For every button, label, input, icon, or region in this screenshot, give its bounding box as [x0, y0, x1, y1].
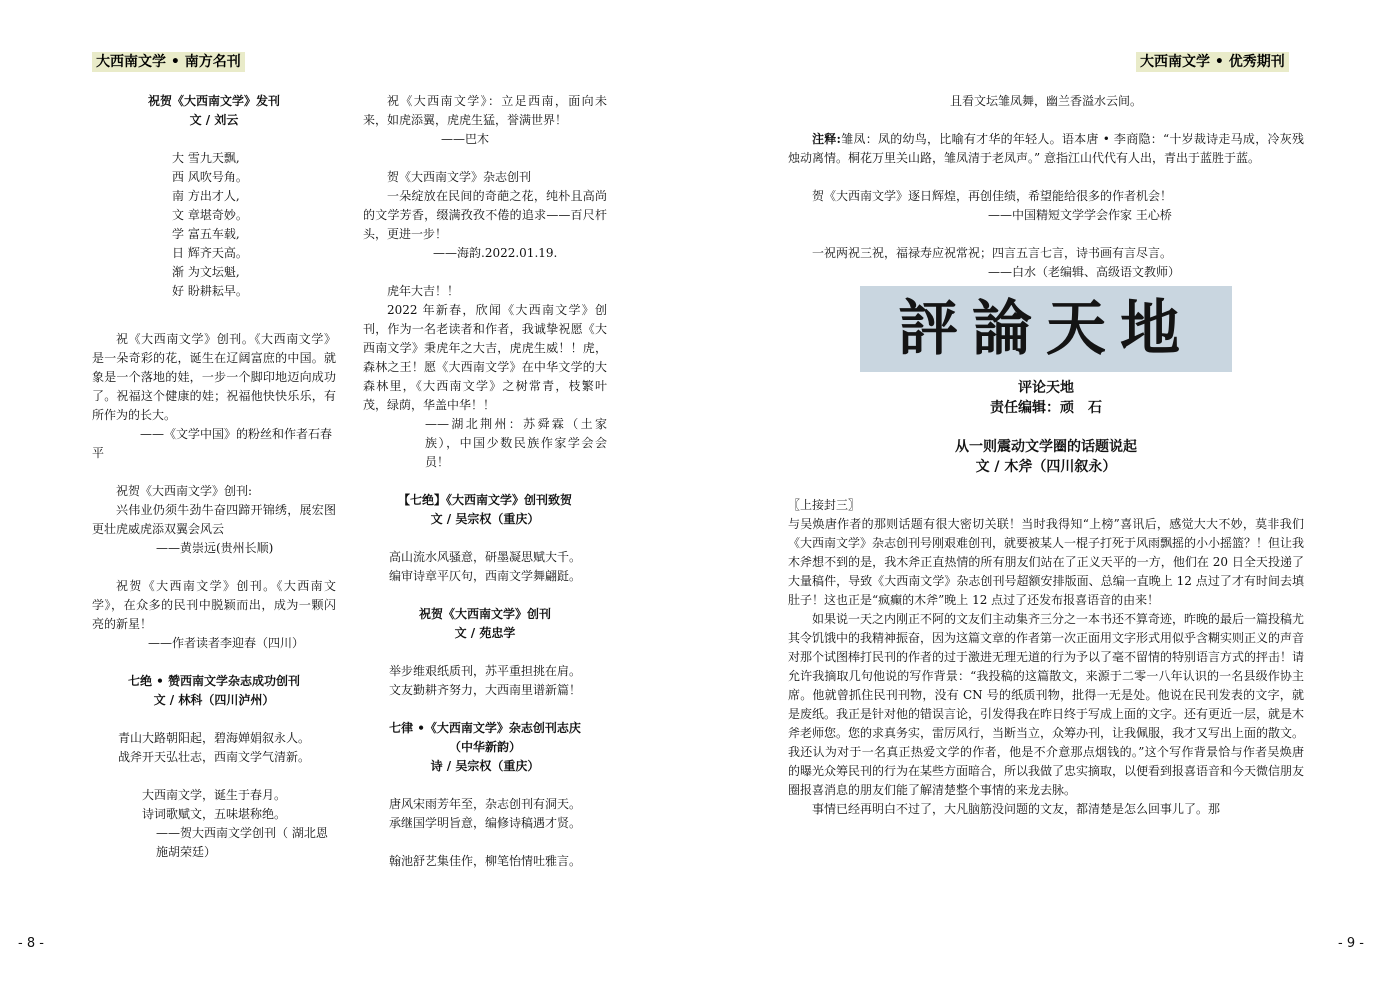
poem-line: 战斧开天弘壮志，西南文学气清新。: [117, 750, 310, 764]
poem-line: 好 盼耕耘早。: [172, 284, 248, 298]
poem-line: 日 辉齐天高。: [172, 246, 248, 260]
poem-line: 大 雪九天飘,: [172, 151, 240, 165]
col1-greeting-2-body: 兴伟业仍须牛劲牛奋四蹄开锦绣，展宏图更壮虎威虎添双翼会风云: [92, 503, 336, 536]
article-title: 从一则震动文学圈的话题说起: [955, 439, 1137, 455]
col3-greeting-2-sign: ——白水（老编辑、高级语文教师）: [988, 265, 1181, 279]
col1-greeting-2-title: 祝贺《大西南文学》创刊:: [116, 484, 253, 498]
poem-line: 承继国学明旨意，编修诗稿遇才贤。: [388, 816, 581, 830]
col2-greeting-2-sign: ——海韵.2022.01.19.: [433, 246, 558, 260]
poem-line: 文 章堪奇妙。: [172, 208, 248, 222]
note-label: 注释:: [812, 132, 841, 146]
poem-line: 唐风宋雨芳年至，杂志创刊有洞天。: [388, 797, 581, 811]
poem-line: 南 方出才人,: [172, 189, 240, 203]
article-author: 文 / 木斧（四川叙永）: [975, 459, 1117, 475]
col2-greeting-3-sign: ——湖北荆州：苏舜霖（土家族），中国少数民族作家学会会员！: [425, 417, 607, 469]
col2-poem-2-author: 文 / 苑忠学: [454, 626, 516, 640]
col2-poem-3-author: 诗 / 吴宗权（重庆）: [430, 759, 540, 773]
poem-line: 渐 为文坛魁,: [172, 265, 240, 279]
poem-line: 文友勤耕齐努力，大西南里谱新篇！: [388, 683, 581, 697]
col1-poem-author: 文 / 林科（四川泸州）: [153, 693, 275, 707]
column-3: [788, 92, 1304, 819]
col3-greeting-1-sign: ——中国精短文学学会作家 王心桥: [988, 208, 1172, 222]
poem-line: 举步维艰纸质刊，苏平重担挑在肩。: [388, 664, 581, 678]
col3-poem-line: 且看文坛雏凤舞，幽兰香溢水云间。: [949, 94, 1142, 108]
poem-line: 编审诗章平仄句，西南文学舞翩跹。: [388, 569, 581, 583]
col1-title: 祝贺《大西南文学》发刊: [147, 94, 280, 108]
poem-line: 青山大路朝阳起，碧海婵娟叙永人。: [117, 731, 310, 745]
col2-greeting-1-sign: ——巴木: [441, 132, 490, 146]
col1-acrostic-poem: [92, 149, 336, 301]
col1-poem-title: 七绝 • 赞西南文学杂志成功创刊: [127, 674, 301, 688]
article-paragraph: 与吴焕唐作者的那则话题有很大密切关联！当时我得知“上榜”喜讯后，感觉大大不妙，莫非我们《大西南文学》杂志创刊号刚艰难创刊，就要被某人一棍子打死于风雨飘摇的小小摇篮？！但让我木斧想不到的是，我木斧正直热情的所有朋友们站在了正义天平的一方，他们在 20 日全天投递了大量稿件，导致《大西南文学》杂志创刊号超额安排版面、总编一直晚上 12 点过了才有时间去填肚子！这也正是“疯癫的木斧”晚上 12 点过了还发布报喜语音的由来！: [788, 517, 1305, 607]
poem-line: 大西南文学，诞生于春月。: [141, 788, 286, 802]
col1-greeting-3-sign: ——作者读者李迎春（四川）: [148, 636, 305, 650]
right-page-number: - 9 -: [1338, 936, 1364, 951]
col3-greeting-1: 贺《大西南文学》逐日辉煌，再创佳绩，希望能给很多的作者机会！: [812, 189, 1173, 203]
col1-greeting-1-sign: ——《文学中国》的粉丝和作者石春平: [92, 427, 333, 460]
col2-poem-1-author: 文 / 吴宗权（重庆）: [430, 512, 540, 526]
calligraphy-banner: 評論天地: [860, 286, 1232, 372]
right-page-header: 大西南文学 • 优秀期刊: [1136, 52, 1289, 72]
col2-greeting-3-body: 2022 年新春，欣闻《大西南文学》创刊，作为一名老读者和作者，我诚挚祝愿《大西南文学》秉虎年之大吉，虎虎生威！！虎，森林之王！愿《大西南文学》在中华文学的大森林里，《大西南文学》之树常青，枝繁叶茂，绿荫，华盖中华！！: [363, 303, 607, 412]
poem-line: 学 富五车载,: [172, 227, 240, 241]
article-paragraph: 事情已经再明白不过了，大凡脑筋没问题的文友，都清楚是怎么回事儿了。那: [812, 802, 1221, 816]
section-editor: 责任编辑：顽 石: [990, 400, 1102, 416]
col2-greeting-3-title: 虎年大吉！！: [387, 284, 460, 298]
col2-poem-1-title: 【七绝】《大西南文学》创刊致贺: [397, 493, 572, 507]
note-body: 雏凤：凤的幼鸟，比喻有才华的年轻人。语本唐 • 李商隐：“十岁裁诗走马成，冷灰残烛动离情。桐花万里关山路，雏凤清于老凤声。” 意指江山代代有人出，青出于蓝胜于蓝。: [788, 132, 1304, 165]
column-2: [363, 92, 607, 871]
article-paragraph: 如果说一天之内刚正不阿的文友们主动集齐三分之一本书还不算奇迹，昨晚的最后一篇投稿尤其令饥饿中的我精神振奋，因为这篇文章的作者第一次正面用文字形式用似乎含糊实则正义的声音对那个试图棒打民刊的作者的过于激进无理无道的行为予以了毫不留情的特别语言方式的抨击！请允许我摘取几句他说的写作背景：“我投稿的这篇散文，来源于二零一八年认识的一名县级作协主席。他就曾抓住民刊刊物，没有 CN 号的纸质刊物，批得一无是处。他说在民刊发表的文字，就是废纸。我正是针对他的错误言论，引发得我在昨日终于写成上面的文字。还有更近一层，就是木斧老师您。您的求真务实，雷厉风行，当断当立，众筹办刊，让我佩服，我才又写出上面的散文。我还认为对于一名真正热爱文学的作者，他是不介意那点烟钱的。”这个写作背景恰与作者吴焕唐的曝光众筹民刊的行为在某些方面暗合，所以我做了忠实摘取，以便看到报喜语音和今天微信朋友圈报喜消息的朋友们能了解清楚整个事情的来龙去脉。: [788, 612, 1305, 797]
col2-poem-3-title: 七律 •《大西南文学》杂志创刊志庆: [389, 721, 581, 735]
col1-greeting-3: 祝贺《大西南文学》创刊。《大西南文学》，在众多的民刊中脱颖而出，成为一颗闪亮的新星！: [92, 579, 336, 631]
poem-line: 高山流水风骚意，研墨凝思赋大千。: [388, 550, 581, 564]
col1-greeting-2-sign: ——黄崇远(贵州长顺): [156, 541, 274, 555]
poem-line: 西 风吹号角。: [172, 170, 248, 184]
col2-greeting-2-body: 一朵绽放在民间的奇葩之花，纯朴且高尚的文学芳香，缀满孜孜不倦的追求——百尺杆头，更进一步！: [363, 189, 607, 241]
continued-marker: 〖上接封三〗: [788, 498, 861, 512]
col1-greeting-1: 祝《大西南文学》创刊。《大西南文学》是一朵奇彩的花，诞生在辽阔富庶的中国。就象是一个落地的娃，一步一个脚印地迈向成功了。祝福这个健康的娃；祝福他快快乐乐，有所作为的长大。: [92, 332, 336, 422]
section-title: 评论天地: [1018, 380, 1074, 396]
col2-greeting-2-title: 贺《大西南文学》杂志创刊: [387, 170, 532, 184]
poem-line: 翰池舒艺集佳作，柳笔怡情吐雅言。: [388, 854, 581, 868]
poem-line: 诗词歌赋文，五味堪称绝。: [141, 807, 286, 821]
col2-poem-3-subtitle: （中华新韵）: [448, 740, 521, 754]
col3-greeting-2: 一祝两祝三祝，福禄寿应祝常祝；四言五言七言，诗书画有言尽言。: [812, 246, 1173, 260]
column-1: [92, 92, 336, 862]
col1-final-sign: ——贺大西南文学创刊（ 湖北恩施胡荣廷）: [156, 826, 328, 859]
left-page-number: - 8 -: [18, 936, 44, 951]
left-page-header: 大西南文学 • 南方名刊: [92, 52, 245, 72]
col3-note: [788, 130, 1304, 168]
col2-greeting-1: 祝《大西南文学》：立足西南，面向未来，如虎添翼，虎虎生猛，誉满世界！: [363, 94, 607, 127]
col1-author: 文 / 刘云: [189, 113, 239, 127]
col2-poem-2-title: 祝贺《大西南文学》创刊: [418, 607, 551, 621]
